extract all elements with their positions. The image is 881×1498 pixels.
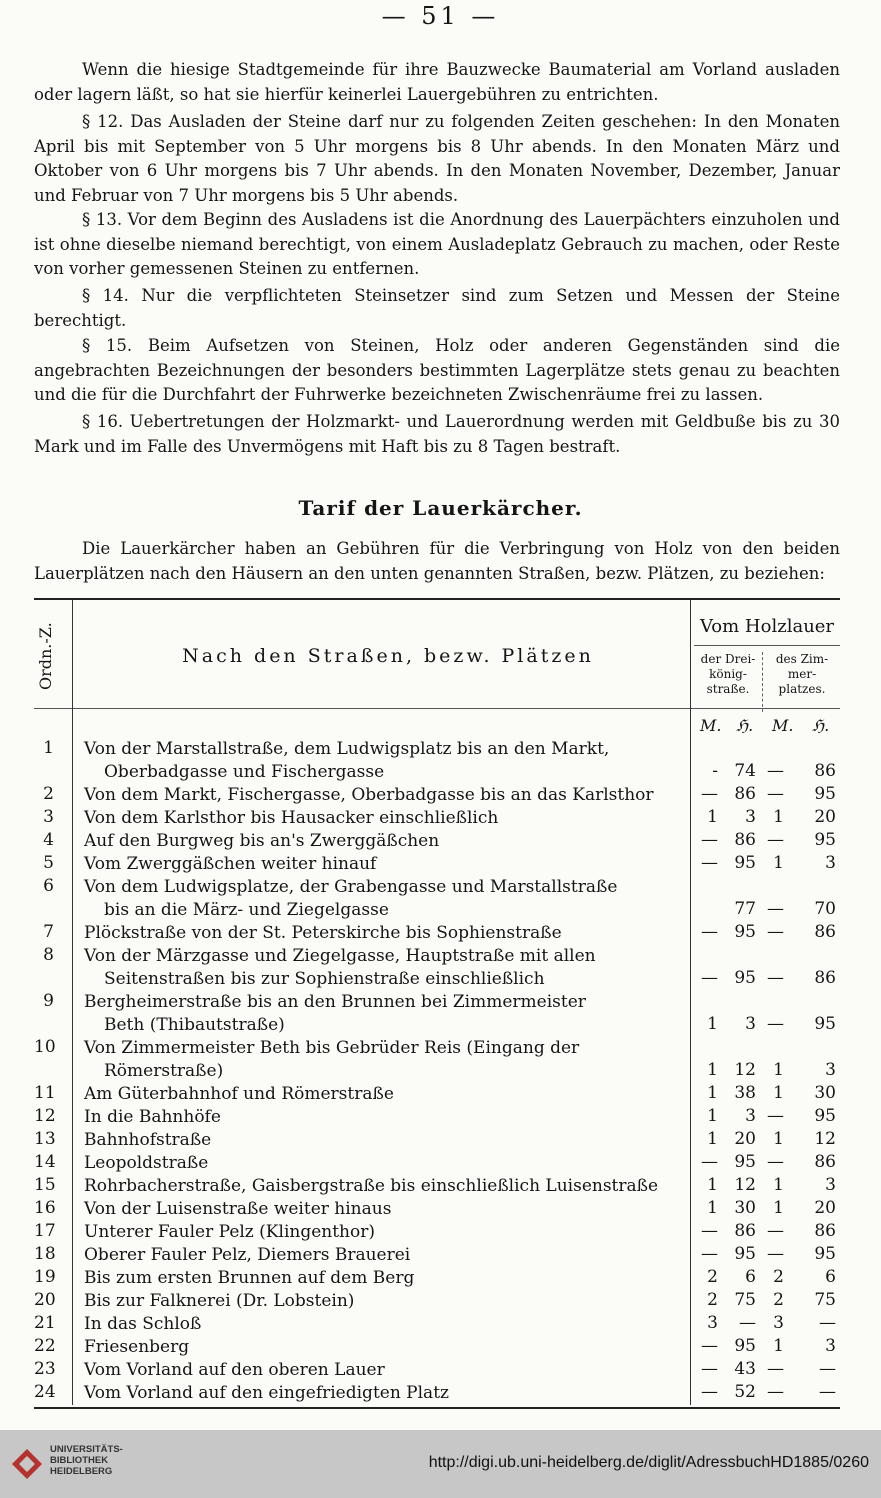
row-number: 23 (34, 1359, 56, 1379)
library-name (50, 1444, 123, 1477)
street-description (84, 1221, 670, 1244)
fee-dreikoenig-mark: 1 (707, 1129, 718, 1149)
street-description-line1: Am Güterbahnhof und Römerstraße (84, 1084, 394, 1104)
table-row (34, 1290, 840, 1313)
street-description-line1: Rohrbacherstraße, Gaisbergstraße bis einschließlich Luisenstraße (84, 1176, 659, 1196)
street-description-line1: Bis zum ersten Brunnen auf dem Berg (84, 1268, 415, 1288)
library-name-line3: HEIDELBERG (50, 1466, 113, 1477)
ordnungszahl-header: Ordn.-Z. (36, 622, 55, 690)
table-row (34, 945, 840, 991)
table-row (34, 1313, 840, 1336)
street-description-line2: Seitenstraßen bis zur Sophienstraße einschließlich (104, 969, 545, 989)
row-number: 22 (34, 1336, 56, 1356)
table-row (34, 991, 840, 1037)
row-number: 3 (43, 807, 54, 827)
street-description-line2: Römerstraße) (104, 1061, 224, 1081)
fee-zimmerplatz-pfennig: 12 (814, 1129, 836, 1149)
street-description-line1: Unterer Fauler Pelz (Klingenthor) (84, 1222, 375, 1242)
fee-zimmerplatz-pfennig: 95 (814, 784, 836, 804)
row-number: 10 (34, 1037, 56, 1057)
fee-dreikoenig-pfennig: 95 (734, 1152, 756, 1172)
row-number: 2 (43, 784, 54, 804)
row-number: 7 (43, 922, 54, 942)
table-row (34, 1037, 840, 1083)
fee-dreikoenig-mark: 1 (707, 1175, 718, 1195)
street-description-line1: Von dem Markt, Fischergasse, Oberbadgasse bis an das Karlsthor (84, 785, 654, 805)
fee-dreikoenig-mark: 3 (707, 1313, 718, 1333)
fee-dreikoenig-pfennig: 3 (745, 1014, 756, 1034)
paragraph-13: § 13. Vor dem Beginn des Ausladens ist die Anordnung des Lauerpächters einzuholen und ist ohne dieselbe niemand berechtigt, von einem Ausladeplatz Gebrauch zu machen, oder Reste von vorher gemessenen Steinen zu entfernen. (34, 210, 840, 278)
table-row (34, 1336, 840, 1359)
fee-zimmerplatz-mark: — (767, 761, 784, 781)
fee-zimmerplatz-mark: — (767, 1152, 784, 1172)
fee-zimmerplatz-pfennig: 86 (814, 968, 836, 988)
row-number: 24 (34, 1382, 56, 1402)
fee-zimmerplatz-mark: — (767, 1014, 784, 1034)
table-header-rule (34, 708, 840, 709)
library-name-line2: BIBLIOTHEK (50, 1455, 109, 1466)
tarif-title: Tarif der Lauerkärcher. (298, 496, 583, 520)
table-row (34, 922, 840, 945)
fee-zimmerplatz-mark: 1 (773, 853, 784, 873)
street-description (84, 1083, 670, 1106)
fee-zimmerplatz-mark: 3 (773, 1313, 784, 1333)
fee-zimmerplatz-mark: 2 (773, 1267, 784, 1287)
street-description-line1: Vom Vorland auf den oberen Lauer (84, 1360, 385, 1380)
street-description (84, 1129, 670, 1152)
street-description (84, 853, 670, 876)
fee-zimmerplatz-pfennig: 3 (825, 1060, 836, 1080)
fee-dreikoenig-mark: — (701, 922, 718, 942)
fee-dreikoenig-mark: 2 (707, 1290, 718, 1310)
fee-dreikoenig-pfennig: 74 (734, 761, 756, 781)
fee-dreikoenig-pfennig: 52 (734, 1382, 756, 1402)
fee-zimmerplatz-mark: — (767, 1359, 784, 1379)
street-description-line1: Friesenberg (84, 1337, 190, 1357)
fee-zimmerplatz-mark: — (767, 1106, 784, 1126)
table-row (34, 1221, 840, 1244)
street-description-line1: Bis zur Falknerei (Dr. Lobstein) (84, 1291, 355, 1311)
street-description-line2: bis an die März- und Ziegelgasse (104, 900, 389, 920)
street-description (84, 1175, 670, 1198)
row-number: 5 (43, 853, 54, 873)
table-row (34, 784, 840, 807)
tarif-intro: Die Lauerkärcher haben an Gebühren für die Verbringung von Holz von den beiden Lauerplätzen nach den Häusern an den unten genannten Straßen, bezw. Plätzen, zu beziehen: (34, 539, 840, 583)
street-description (84, 784, 670, 807)
fee-dreikoenig-pfennig: 38 (734, 1083, 756, 1103)
fee-zimmerplatz-pfennig: 75 (814, 1290, 836, 1310)
fee-zimmerplatz-pfennig: 95 (814, 1244, 836, 1264)
group-header-rule (694, 645, 840, 646)
table-row (34, 853, 840, 876)
fee-zimmerplatz-pfennig: 3 (825, 1336, 836, 1356)
street-description (84, 738, 670, 784)
fee-dreikoenig-mark: — (701, 830, 718, 850)
fee-dreikoenig-pfennig: 95 (734, 968, 756, 988)
table-row (34, 1175, 840, 1198)
fee-dreikoenig-pfennig: 6 (745, 1267, 756, 1287)
fee-zimmerplatz-mark: 1 (773, 1198, 784, 1218)
fee-zimmerplatz-pfennig: 95 (814, 1106, 836, 1126)
holzlauer-header: Vom Holzlauer (699, 616, 835, 637)
fee-zimmerplatz-pfennig: 20 (814, 1198, 836, 1218)
fee-zimmerplatz-pfennig: 70 (814, 899, 836, 919)
zimmerplatz-header: des Zim- mer- platzes. (775, 652, 829, 696)
table-row (34, 1083, 840, 1106)
streets-header: Nach den Straßen, bezw. Plätzen (182, 645, 594, 667)
fee-zimmerplatz-mark: — (767, 784, 784, 804)
fee-dreikoenig-mark: 1 (707, 1060, 718, 1080)
fee-zimmerplatz-mark: 1 (773, 1083, 784, 1103)
fee-dreikoenig-mark: 1 (707, 1083, 718, 1103)
fee-zimmerplatz-pfennig: — (819, 1359, 836, 1379)
fee-dreikoenig-pfennig: 12 (734, 1060, 756, 1080)
table-bottom-rule (34, 1407, 840, 1409)
fee-dreikoenig-pfennig: 95 (734, 1244, 756, 1264)
paragraph-16: § 16. Uebertretungen der Holzmarkt- und Lauerordnung werden mit Geldbuße bis zu 30 Mark und im Falle des Unvermögens mit Haft bis zu 8 Tagen bestraft. (34, 412, 840, 456)
fee-zimmerplatz-mark: 1 (773, 1175, 784, 1195)
street-description (84, 1198, 670, 1221)
fee-dreikoenig-mark: - (712, 761, 718, 781)
street-description (84, 1267, 670, 1290)
fee-dreikoenig-mark: — (701, 968, 718, 988)
street-description-line1: Plöckstraße von der St. Peterskirche bis Sophienstraße (84, 923, 562, 943)
table-row (34, 1244, 840, 1267)
row-number: 21 (34, 1313, 56, 1333)
street-description (84, 1313, 670, 1336)
fee-dreikoenig-pfennig: 43 (734, 1359, 756, 1379)
fee-zimmerplatz-pfennig: 6 (825, 1267, 836, 1287)
fee-zimmerplatz-pfennig: 95 (814, 830, 836, 850)
fee-dreikoenig-pfennig: 86 (734, 784, 756, 804)
street-description (84, 830, 670, 853)
currency-mark-2: M. (772, 716, 794, 735)
fee-dreikoenig-mark: 1 (707, 1106, 718, 1126)
fee-dreikoenig-mark: — (701, 1221, 718, 1241)
fee-dreikoenig-mark: — (701, 1382, 718, 1402)
fee-dreikoenig-pfennig: 77 (734, 899, 756, 919)
fee-zimmerplatz-pfennig: — (819, 1313, 836, 1333)
fee-zimmerplatz-mark: — (767, 922, 784, 942)
street-description (84, 1106, 670, 1129)
row-number: 12 (34, 1106, 56, 1126)
street-description-line1: Auf den Burgweg bis an's Zwerggäßchen (84, 831, 440, 851)
table-row (34, 1198, 840, 1221)
street-description-line1: Bergheimerstraße bis an den Brunnen bei Zimmermeister (84, 992, 586, 1012)
fee-dreikoenig-mark: 2 (707, 1267, 718, 1287)
fee-dreikoenig-pfennig: 30 (734, 1198, 756, 1218)
library-name-line1: UNIVERSITÄTS- (50, 1444, 123, 1455)
street-description-line1: Leopoldstraße (84, 1153, 209, 1173)
fee-zimmerplatz-pfennig: 86 (814, 1152, 836, 1172)
fee-dreikoenig-mark: — (701, 1244, 718, 1264)
row-number: 4 (43, 830, 54, 850)
street-description-line2: Beth (Thibautstraße) (104, 1015, 285, 1035)
row-number: 11 (34, 1083, 56, 1103)
table-row (34, 1129, 840, 1152)
currency-pf-2: ℌ. (812, 716, 830, 735)
fee-dreikoenig-pfennig: 86 (734, 1221, 756, 1241)
fee-dreikoenig-pfennig: 75 (734, 1290, 756, 1310)
currency-pf-1: ℌ. (736, 716, 754, 735)
fee-zimmerplatz-mark: — (767, 899, 784, 919)
street-description-line2: Oberbadgasse und Fischergasse (104, 762, 385, 782)
fee-zimmerplatz-pfennig: — (819, 1382, 836, 1402)
fee-dreikoenig-mark: — (701, 853, 718, 873)
fee-zimmerplatz-pfennig: 86 (814, 922, 836, 942)
fee-dreikoenig-mark: — (701, 1359, 718, 1379)
table-row (34, 1106, 840, 1129)
table-row (34, 1152, 840, 1175)
fee-zimmerplatz-pfennig: 3 (825, 853, 836, 873)
street-description (84, 1382, 670, 1405)
fee-dreikoenig-pfennig: 95 (734, 922, 756, 942)
street-description (84, 1037, 670, 1083)
row-number: 8 (43, 945, 54, 965)
street-description-line1: Von Zimmermeister Beth bis Gebrüder Reis (Eingang der (84, 1038, 580, 1058)
tarif-table-body (34, 738, 840, 1405)
fee-zimmerplatz-mark: 1 (773, 807, 784, 827)
street-description (84, 876, 670, 922)
fee-dreikoenig-mark: — (701, 1336, 718, 1356)
fee-dreikoenig-mark: — (701, 784, 718, 804)
intro-paragraph: Wenn die hiesige Stadtgemeinde für ihre Bauzwecke Baumaterial am Vorland ausladen oder lagern läßt, so hat sie hierfür keinerlei Lauergebühren zu entrichten. (34, 60, 840, 104)
paragraph-15: § 15. Beim Aufsetzen von Steinen, Holz oder anderen Gegenständen sind die angebrachten Bezeichnungen der besonders bestimmten Lagerplätze stets genau zu beachten und die für die Durchfahrt der Fuhrwerke bezeichneten Zwischenräume frei zu lassen. (34, 336, 840, 404)
table-row (34, 876, 840, 922)
fee-zimmerplatz-mark: — (767, 1221, 784, 1241)
fee-dreikoenig-mark: 1 (707, 807, 718, 827)
table-top-rule (34, 598, 840, 600)
street-description-line1: Vom Zwerggäßchen weiter hinauf (84, 854, 377, 874)
fee-zimmerplatz-pfennig: 95 (814, 1014, 836, 1034)
paragraph-14: § 14. Nur die verpflichteten Steinsetzer sind zum Setzen und Messen der Steine berechtigt. (34, 286, 840, 330)
street-description (84, 1290, 670, 1313)
fee-zimmerplatz-mark: 1 (773, 1336, 784, 1356)
fee-zimmerplatz-mark: — (767, 1382, 784, 1402)
row-number: 9 (43, 991, 54, 1011)
fee-dreikoenig-pfennig: 3 (745, 1106, 756, 1126)
footer-bar (0, 1430, 881, 1498)
fee-dreikoenig-mark: 1 (707, 1198, 718, 1218)
street-description-line1: Von der Marstallstraße, dem Ludwigsplatz bis an den Markt, (84, 739, 610, 759)
source-url-link[interactable]: http://digi.ub.uni-heidelberg.de/diglit/AdressbuchHD1885/0260 (428, 1454, 869, 1471)
dreikoenig-header: der Drei- könig- straße. (700, 652, 756, 696)
street-description (84, 991, 670, 1037)
street-description-line1: Von der Märzgasse und Ziegelgasse, Hauptstraße mit allen (84, 946, 596, 966)
street-description (84, 945, 670, 991)
page-number: — 51 — (381, 2, 500, 30)
street-description-line1: Von dem Karlsthor bis Hausacker einschließlich (84, 808, 499, 828)
fee-zimmerplatz-mark: — (767, 1244, 784, 1264)
street-description-line1: In das Schloß (84, 1314, 202, 1334)
fee-dreikoenig-pfennig: — (739, 1313, 756, 1333)
street-description (84, 807, 670, 830)
fee-zimmerplatz-mark: 1 (773, 1129, 784, 1149)
row-number: 14 (34, 1152, 56, 1172)
street-description-line1: Von der Luisenstraße weiter hinaus (84, 1199, 392, 1219)
table-row (34, 1382, 840, 1405)
fee-zimmerplatz-mark: — (767, 830, 784, 850)
fee-zimmerplatz-mark: 1 (773, 1060, 784, 1080)
street-description (84, 1152, 670, 1175)
fee-dreikoenig-pfennig: 95 (734, 853, 756, 873)
street-description (84, 1336, 670, 1359)
row-number: 16 (34, 1198, 56, 1218)
fee-zimmerplatz-pfennig: 86 (814, 1221, 836, 1241)
fee-zimmerplatz-pfennig: 20 (814, 807, 836, 827)
fee-dreikoenig-mark: 1 (707, 1014, 718, 1034)
table-row (34, 738, 840, 784)
street-description (84, 1359, 670, 1382)
paragraph-12: § 12. Das Ausladen der Steine darf nur zu folgenden Zeiten geschehen: In den Monaten April bis mit September von 5 Uhr morgens bis 8 Uhr abends. In den Monaten März und Oktober von 6 Uhr morgens bis 7 Uhr abends. In den Monaten November, Dezember, Januar und Februar von 7 Uhr morgens bis 5 Uhr abends. (34, 112, 840, 205)
street-description-line1: Von dem Ludwigsplatze, der Grabengasse und Marstallstraße (84, 877, 618, 897)
fee-zimmerplatz-mark: — (767, 968, 784, 988)
table-row (34, 1359, 840, 1382)
fee-dreikoenig-pfennig: 86 (734, 830, 756, 850)
fee-zimmerplatz-mark: 2 (773, 1290, 784, 1310)
fee-dreikoenig-mark: — (701, 1152, 718, 1172)
row-number: 20 (34, 1290, 56, 1310)
street-description-line1: Vom Vorland auf den eingefriedigten Platz (84, 1383, 449, 1403)
row-number: 18 (34, 1244, 56, 1264)
street-description (84, 1244, 670, 1267)
row-number: 13 (34, 1129, 56, 1149)
row-number: 17 (34, 1221, 56, 1241)
fee-dreikoenig-pfennig: 95 (734, 1336, 756, 1356)
fee-dreikoenig-pfennig: 12 (734, 1175, 756, 1195)
street-description-line1: In die Bahnhöfe (84, 1107, 221, 1127)
row-number: 15 (34, 1175, 56, 1195)
fee-dreikoenig-pfennig: 20 (734, 1129, 756, 1149)
fee-zimmerplatz-pfennig: 30 (814, 1083, 836, 1103)
row-number: 6 (43, 876, 54, 896)
table-row (34, 830, 840, 853)
fee-zimmerplatz-pfennig: 3 (825, 1175, 836, 1195)
table-row (34, 807, 840, 830)
street-description (84, 922, 670, 945)
street-description-line1: Oberer Fauler Pelz, Diemers Brauerei (84, 1245, 411, 1265)
row-number: 19 (34, 1267, 56, 1287)
row-number: 1 (43, 738, 54, 758)
library-logo-icon (10, 1447, 44, 1481)
fee-dreikoenig-pfennig: 3 (745, 807, 756, 827)
table-row (34, 1267, 840, 1290)
fee-zimmerplatz-pfennig: 86 (814, 761, 836, 781)
currency-mark-1: M. (700, 716, 722, 735)
street-description-line1: Bahnhofstraße (84, 1130, 212, 1150)
